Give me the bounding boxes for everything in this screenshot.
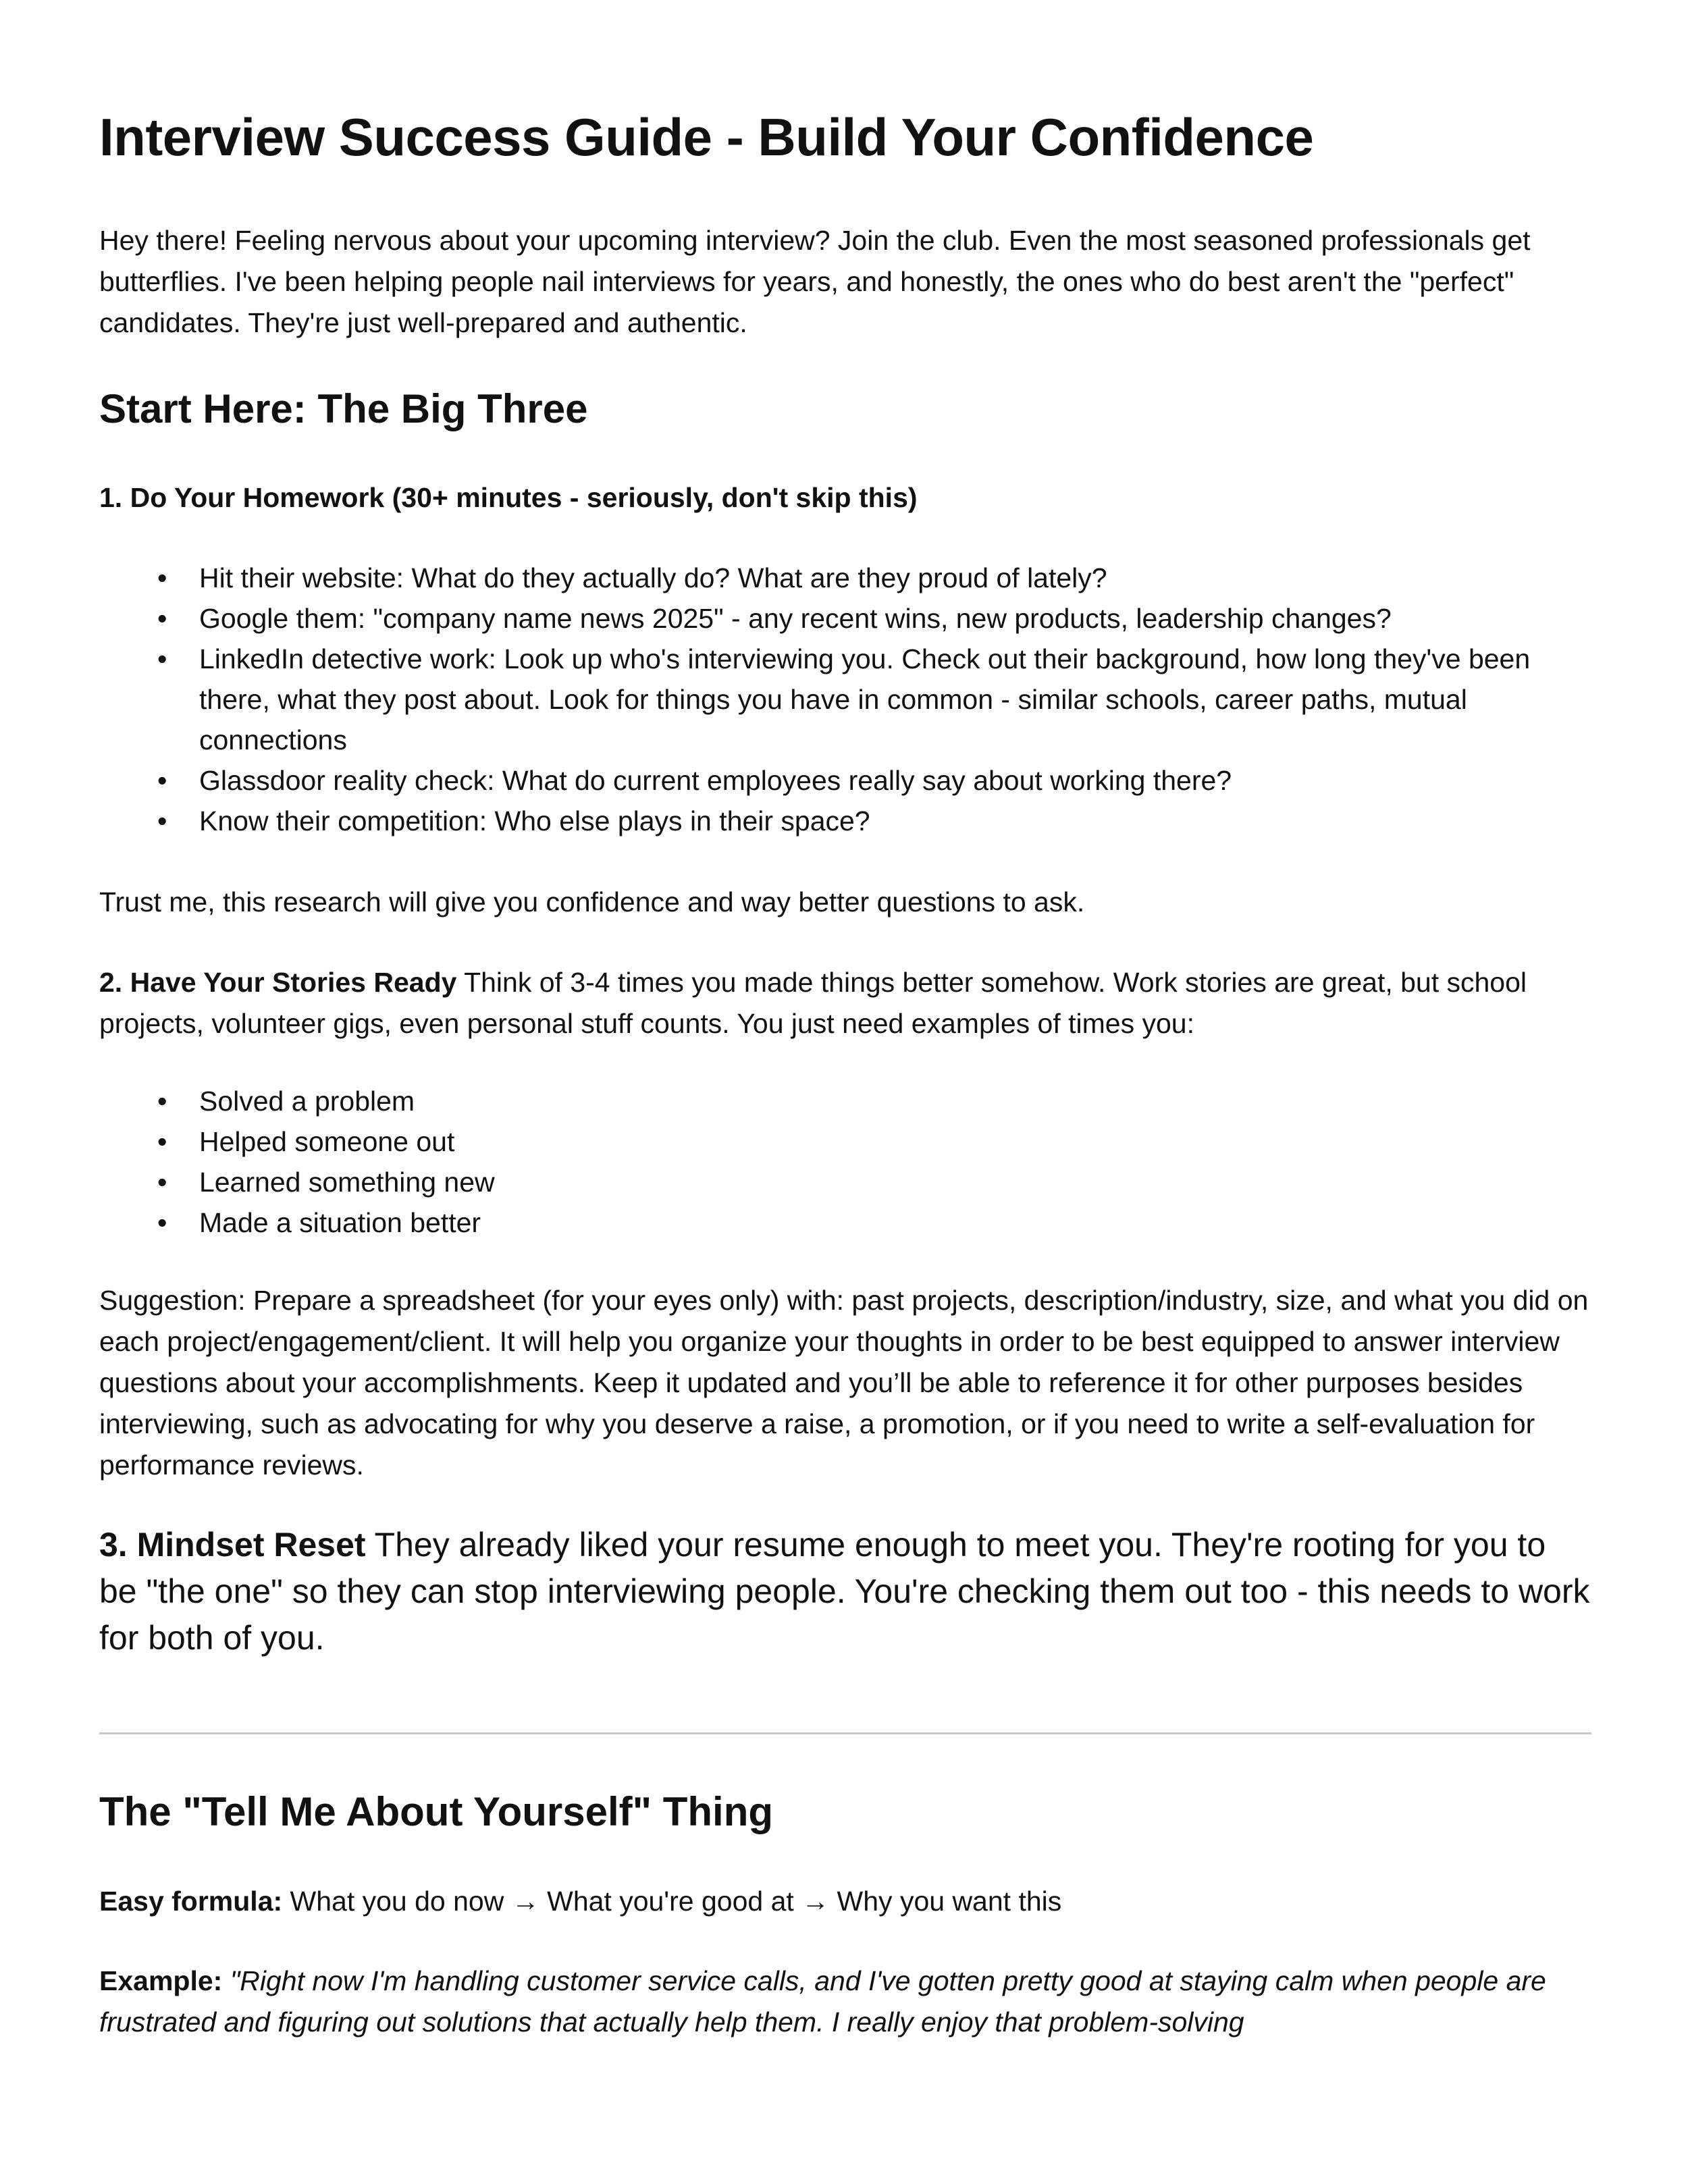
list-item: • Hit their website: What do they actually do? What are they proud of lately?: [99, 558, 1591, 598]
stories-list: [99, 1081, 1591, 1243]
bullet-icon: •: [157, 765, 167, 796]
formula-paragraph: Easy formula: What you do now → What you're good at → Why you want this: [99, 1886, 1062, 1917]
homework-heading: 1. Do Your Homework (30+ minutes - seriously, don't skip this): [99, 482, 918, 513]
intro-paragraph: Hey there! Feeling nervous about your upcoming interview? Join the club. Even the most seasoned professionals get butterflies. I've been helping people nail interviews for years, and honestly, the ones who do best aren't the "perfect" candidates. They're just well-prepared and authentic.: [99, 225, 1531, 338]
stories-paragraph: 2. Have Your Stories Ready Think of 3-4 times you made things better somehow. Work stories are great, but school projects, volunteer gigs, even personal stuff counts. You just need examples of times you:: [99, 967, 1527, 1039]
homework-closing: Trust me, this research will give you confidence and way better questions to ask.: [99, 886, 1085, 917]
mindset-paragraph: 3. Mindset Reset They already liked your resume enough to meet you. They're rooting for you to be "the one" so they can stop interviewing people. You're checking them out too - this needs to work for both of you.: [99, 1526, 1590, 1657]
bullet-icon: •: [157, 1086, 167, 1117]
mindset-label: 3. Mindset Reset: [99, 1526, 366, 1564]
bullet-icon: •: [157, 805, 167, 836]
list-item: • Glassdoor reality check: What do current employees really say about working there?: [99, 760, 1591, 801]
bullet-icon: •: [157, 562, 167, 593]
list-item: • Made a situation better: [99, 1202, 1591, 1243]
example-quote: "Right now I'm handling customer service calls, and I've gotten pretty good at staying calm when people are frustrated and figuring out solutions that actually help them. I really enjoy that problem-solving: [99, 1965, 1546, 2037]
section-divider: [99, 1732, 1591, 1734]
bullet-icon: •: [157, 1167, 167, 1198]
list-item: • Google them: "company name news 2025" - any recent wins, new products, leadership changes?: [99, 598, 1591, 639]
list-item: • Learned something new: [99, 1162, 1591, 1202]
suggestion-paragraph: Suggestion: Prepare a spreadsheet (for your eyes only) with: past projects, description/industry, size, and what you did on each project/engagement/client. It will help you organize your thoughts in order to be best equipped to answer interview questions about your accomplishments. Keep it updated and you’ll be able to reference it for other purposes besides interviewing, such as advocating for why you deserve a raise, a promotion, or if you need to write a self-evaluation for performance reviews.: [99, 1285, 1589, 1481]
list-item: • Know their competition: Who else plays in their space?: [99, 801, 1591, 841]
section-heading-big-three: Start Here: The Big Three: [99, 386, 588, 431]
list-item: • Solved a problem: [99, 1081, 1591, 1121]
bullet-icon: •: [157, 643, 167, 674]
list-item: • LinkedIn detective work: Look up who's interviewing you. Check out their background, how long they've been there, what they post about. Look for things you have in common - similar schools, career paths, mutual connections: [99, 639, 1591, 760]
list-item: • Helped someone out: [99, 1121, 1591, 1162]
example-paragraph: [99, 1961, 1591, 2043]
page-title: Interview Success Guide - Build Your Confidence: [99, 107, 1314, 167]
bullet-icon: •: [157, 1207, 167, 1238]
example-label: Example:: [99, 1965, 223, 1996]
section-heading-tell-me: The "Tell Me About Yourself" Thing: [99, 1789, 773, 1834]
bullet-icon: •: [157, 603, 167, 634]
bullet-icon: •: [157, 1126, 167, 1157]
stories-label: 2. Have Your Stories Ready: [99, 967, 457, 998]
formula-label: Easy formula:: [99, 1886, 283, 1917]
homework-list: [99, 558, 1591, 841]
